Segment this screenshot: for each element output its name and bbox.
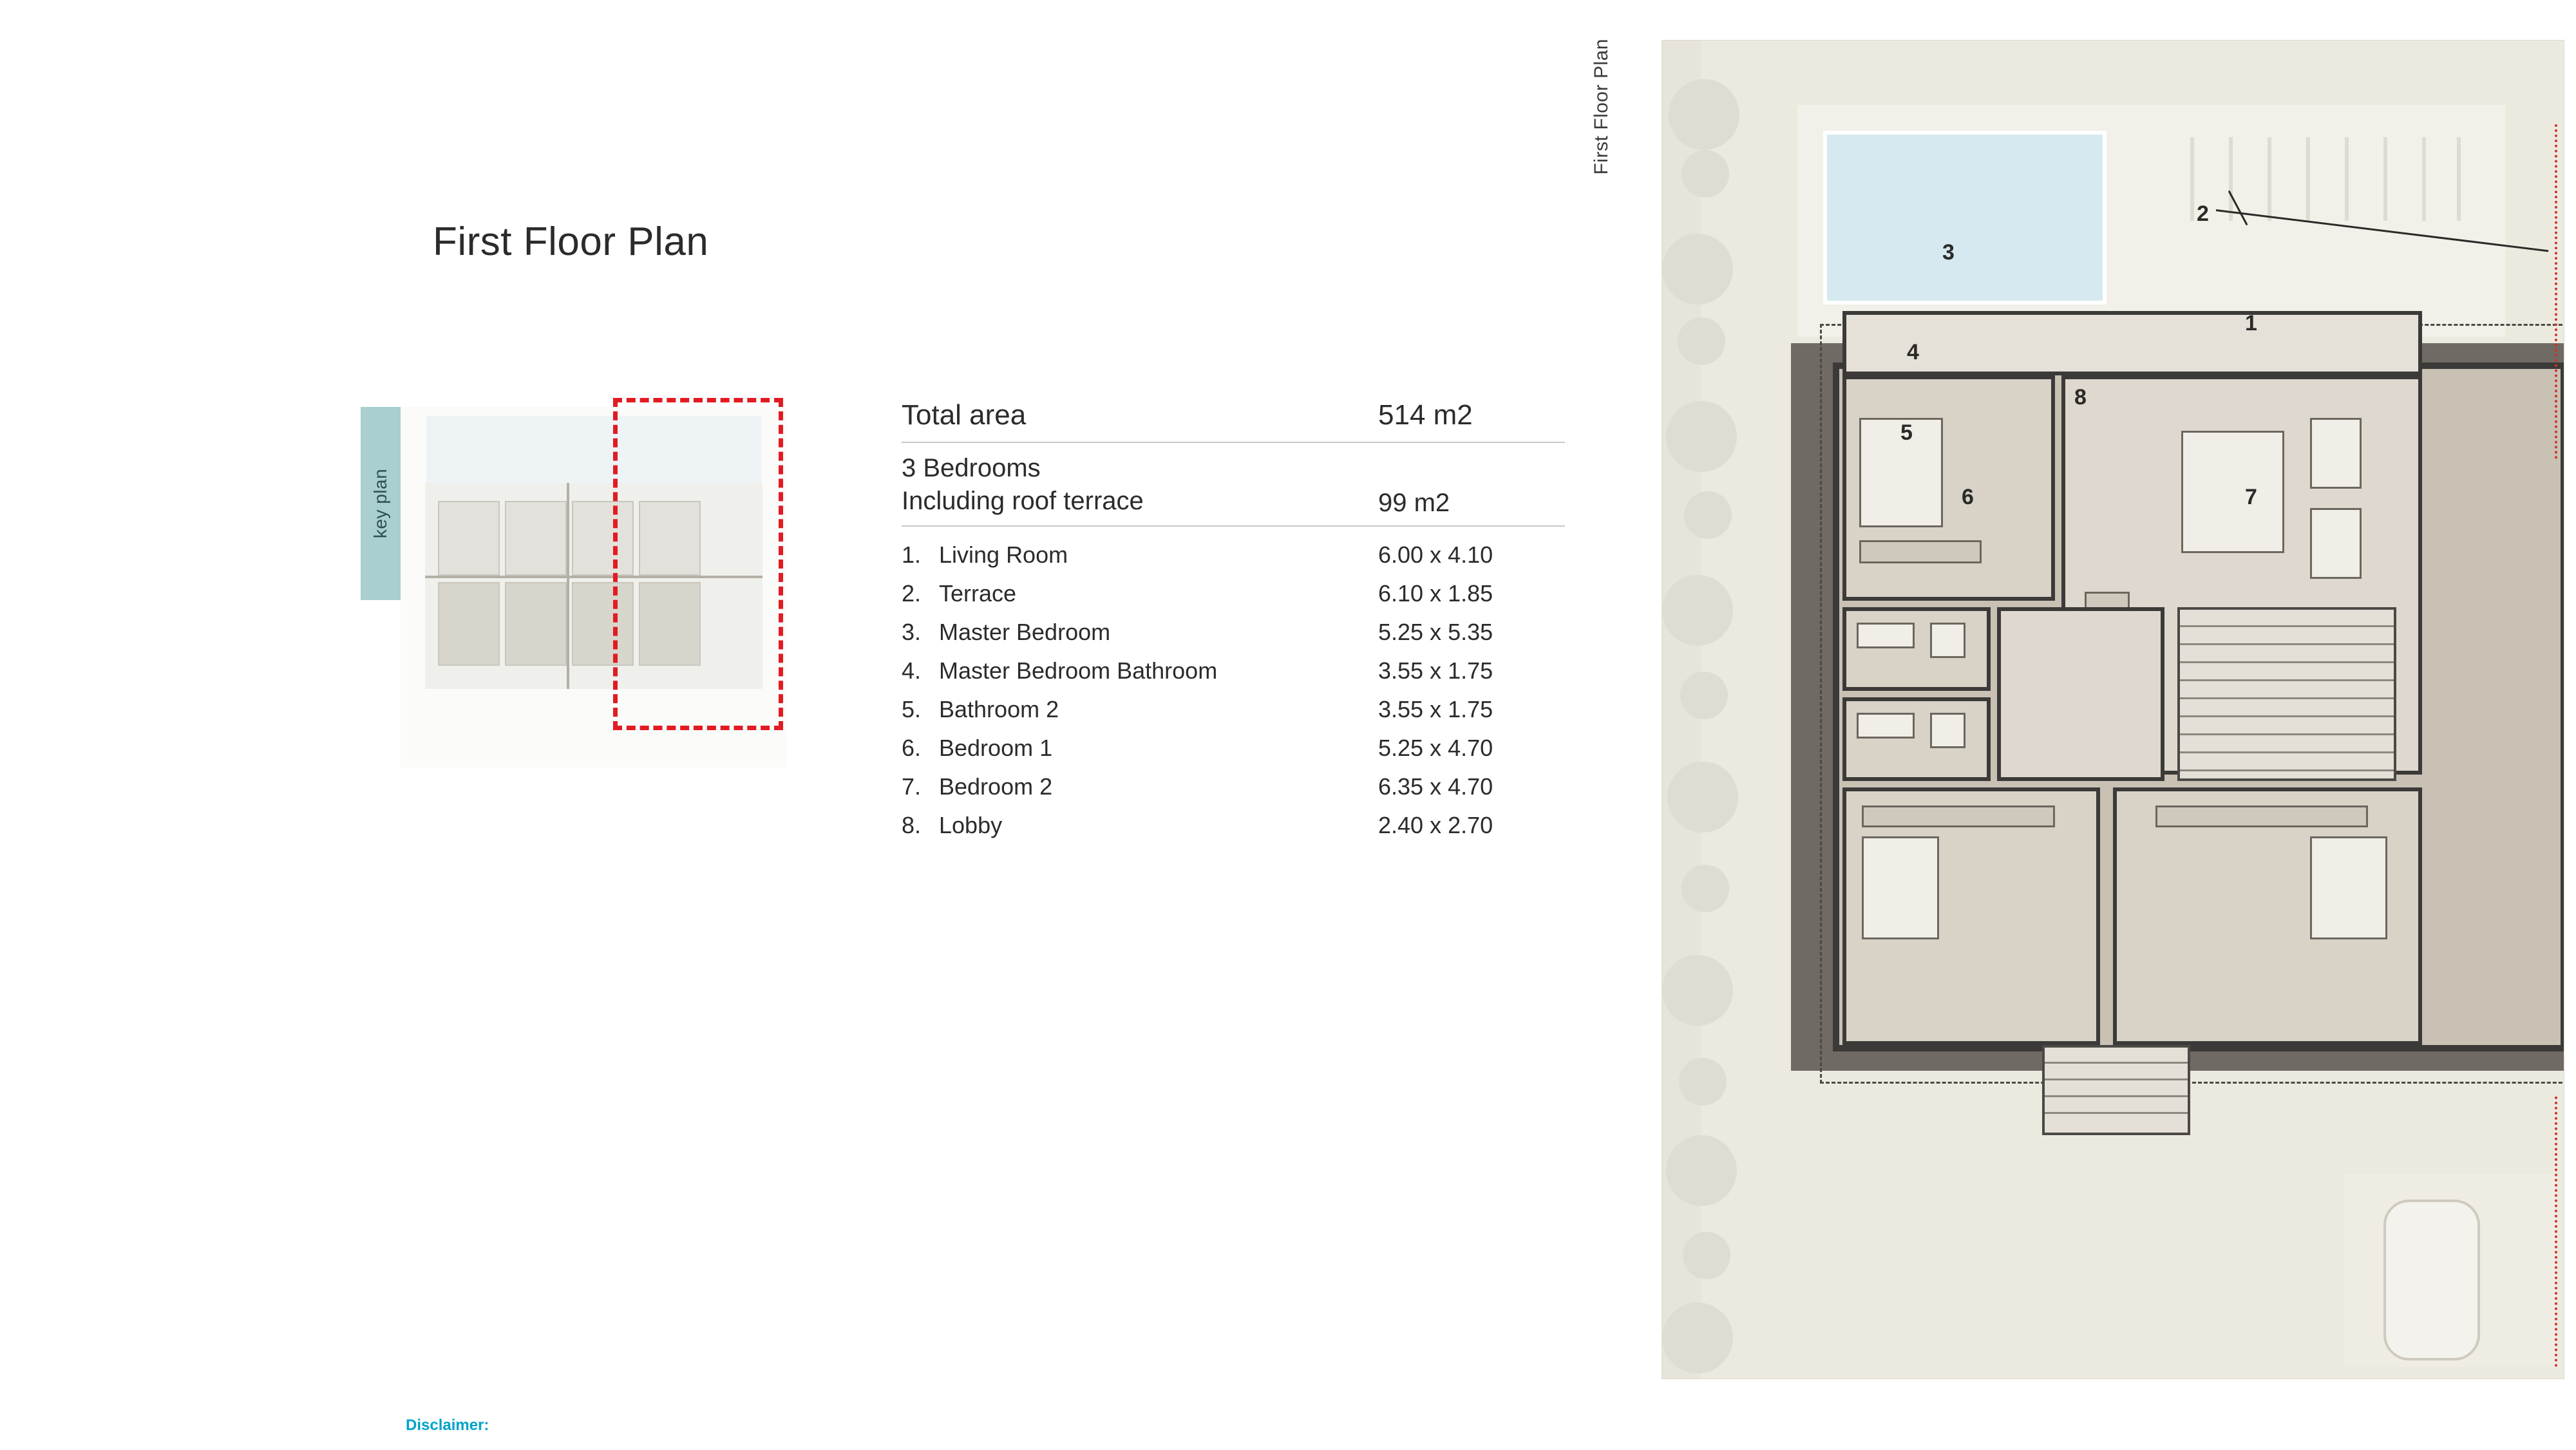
tree-icon xyxy=(1680,672,1728,719)
marker-3: 3 xyxy=(1942,240,1955,265)
marker-1: 1 xyxy=(2245,311,2257,335)
swimming-pool xyxy=(1823,131,2107,305)
bed-furniture xyxy=(2310,836,2387,939)
room-number: 6. xyxy=(902,735,922,762)
key-plan-image xyxy=(401,407,787,767)
bedrooms-count-label: 3 Bedrooms xyxy=(902,454,1041,482)
key-plan-unit xyxy=(505,582,567,666)
roof-terrace-label: Including roof terrace xyxy=(902,487,1144,516)
key-plan-unit xyxy=(505,501,567,576)
key-plan-unit xyxy=(438,501,500,576)
room-number: 1. xyxy=(902,541,922,569)
key-plan-highlight-box xyxy=(613,398,783,730)
list-item xyxy=(902,690,1565,729)
list-item xyxy=(902,574,1565,613)
tree-icon xyxy=(1662,575,1733,646)
room-lobby xyxy=(1997,607,2164,781)
sofa-furniture xyxy=(2181,431,2284,553)
room-number: 8. xyxy=(902,812,922,839)
room-dimension: 3.55 x 1.75 xyxy=(1378,657,1493,684)
list-item xyxy=(902,536,1565,574)
tree-icon xyxy=(1683,1232,1730,1279)
room-dimension: 5.25 x 5.35 xyxy=(1378,619,1493,646)
marker-4: 4 xyxy=(1907,340,1919,364)
room-master-bathroom xyxy=(1842,607,1991,691)
marker-5: 5 xyxy=(1900,420,1913,445)
tree-icon xyxy=(1669,79,1739,150)
plot-boundary-line xyxy=(2555,124,2557,459)
room-name: Terrace xyxy=(939,580,1017,607)
shower-fixture xyxy=(1857,713,1915,739)
list-item xyxy=(902,729,1565,767)
bathtub-fixture xyxy=(1857,623,1915,648)
staircase xyxy=(2177,607,2396,781)
wc-fixture xyxy=(1930,623,1965,658)
room-dimension: 6.35 x 4.70 xyxy=(1378,773,1493,800)
list-item xyxy=(902,767,1565,806)
key-plan-unit xyxy=(438,582,500,666)
room-name: Bathroom 2 xyxy=(939,696,1059,723)
tree-icon xyxy=(1681,865,1729,912)
page-title: First Floor Plan xyxy=(433,220,709,264)
room-dimension: 5.25 x 4.70 xyxy=(1378,735,1493,762)
room-bedroom-1 xyxy=(1842,787,2100,1045)
room-number: 7. xyxy=(902,773,922,800)
wardrobe-furniture xyxy=(2155,805,2368,827)
key-plan xyxy=(361,407,837,767)
tree-icon xyxy=(1684,491,1732,539)
tree-icon xyxy=(1679,1058,1727,1106)
room-dimension: 3.55 x 1.75 xyxy=(1378,696,1493,723)
room-name: Living Room xyxy=(939,541,1068,569)
car-icon xyxy=(2383,1200,2480,1361)
entrance-steps xyxy=(2042,1045,2190,1135)
bedrooms-value: 99 m2 xyxy=(1378,489,1450,518)
marker-8: 8 xyxy=(2074,385,2087,410)
deck-paving-lines xyxy=(2190,137,2461,221)
wardrobe-furniture xyxy=(1862,805,2055,827)
room-bathroom-2 xyxy=(1842,697,1991,781)
room-name: Bedroom 1 xyxy=(939,735,1053,762)
total-area-row xyxy=(902,399,1565,443)
room-dimension: 6.00 x 4.10 xyxy=(1378,541,1493,569)
armchair-furniture xyxy=(2310,418,2362,489)
wc-fixture xyxy=(1930,713,1965,748)
room-dimension: 2.40 x 2.70 xyxy=(1378,812,1493,839)
room-name: Lobby xyxy=(939,812,1003,839)
tree-icon xyxy=(1662,234,1733,305)
room-number: 5. xyxy=(902,696,922,723)
key-plan-divider xyxy=(567,483,569,689)
room-number: 2. xyxy=(902,580,922,607)
list-item xyxy=(902,652,1565,690)
plot-boundary-line xyxy=(2555,1097,2557,1367)
list-item xyxy=(902,806,1565,845)
bed-furniture xyxy=(1862,836,1939,939)
tree-icon xyxy=(1681,150,1729,198)
list-item xyxy=(902,613,1565,652)
plan-side-label: First Floor Plan xyxy=(1591,39,1612,175)
floor-plan-render xyxy=(1662,40,2564,1379)
bedrooms-row xyxy=(902,443,1565,527)
key-plan-tab xyxy=(361,407,401,600)
room-number: 3. xyxy=(902,619,922,646)
tree-icon xyxy=(1662,1303,1733,1373)
tree-icon xyxy=(1666,1135,1737,1206)
marker-2: 2 xyxy=(2197,202,2209,226)
room-bedroom-2 xyxy=(2113,787,2422,1045)
room-name: Bedroom 2 xyxy=(939,773,1053,800)
room-name: Master Bedroom Bathroom xyxy=(939,657,1218,684)
disclaimer-label: Disclaimer: xyxy=(406,1417,489,1434)
marker-6: 6 xyxy=(1962,485,1974,509)
room-master-bedroom xyxy=(1842,375,2055,601)
tree-icon xyxy=(1667,762,1738,833)
wardrobe-furniture xyxy=(1859,540,1982,563)
tree-icon xyxy=(1666,401,1737,472)
room-name: Master Bedroom xyxy=(939,619,1111,646)
spec-table xyxy=(902,399,1565,845)
room-terrace xyxy=(1842,311,2422,375)
tree-icon xyxy=(1678,317,1725,365)
total-area-value: 514 m2 xyxy=(1378,399,1473,431)
room-list xyxy=(902,536,1565,845)
tree-icon xyxy=(1662,955,1733,1026)
room-number: 4. xyxy=(902,657,922,684)
armchair-furniture xyxy=(2310,508,2362,579)
total-area-label: Total area xyxy=(902,399,1027,431)
room-dimension: 6.10 x 1.85 xyxy=(1378,580,1493,607)
key-plan-label: key plan xyxy=(370,468,390,539)
tree-column xyxy=(1662,41,1739,1379)
marker-7: 7 xyxy=(2245,485,2257,509)
